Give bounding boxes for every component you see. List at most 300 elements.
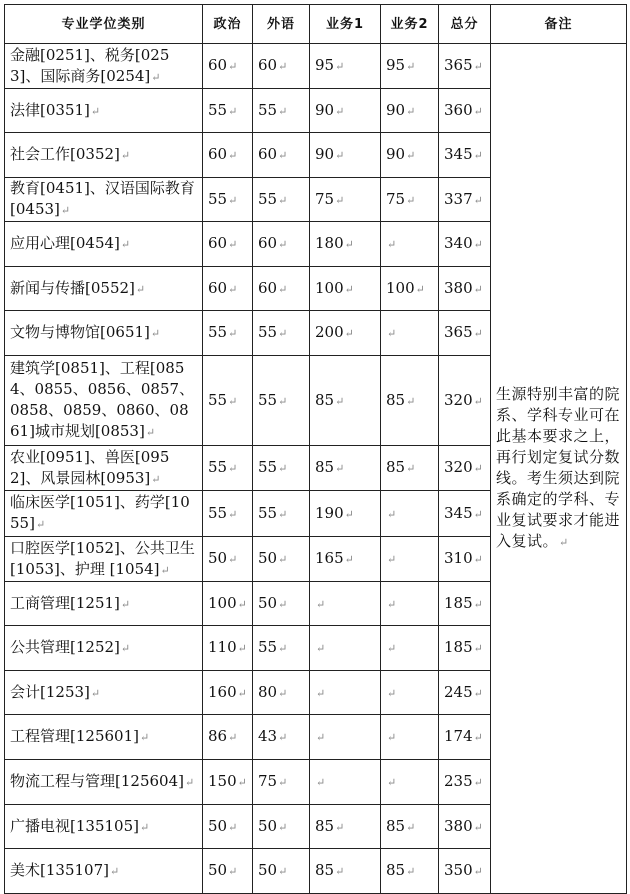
subject-2-score-cell [381, 805, 439, 849]
subject-1-score-cell [310, 446, 381, 491]
total-score-cell [439, 222, 491, 267]
paragraph-mark-icon: ↵ [151, 70, 161, 84]
foreign-language-score-text: 55 [258, 323, 278, 341]
politics-score-cell [203, 805, 253, 849]
paragraph-mark-icon: ↵ [473, 238, 483, 251]
major-cell [5, 44, 203, 89]
paragraph-mark-icon: ↵ [184, 776, 195, 789]
politics-score-cell [203, 446, 253, 491]
subject-1-score-cell [310, 805, 381, 849]
paragraph-mark-icon: ↵ [90, 104, 101, 118]
paragraph-mark-icon: ↵ [335, 149, 345, 162]
major-cell [5, 133, 203, 178]
header-row [5, 5, 627, 44]
paragraph-mark-icon: ↵ [237, 597, 247, 611]
politics-score-cell [203, 267, 253, 311]
subject-2-score-text: 90 [386, 100, 406, 119]
major-cell [5, 446, 203, 491]
paragraph-mark-icon: ↵ [278, 282, 288, 296]
foreign-language-score-cell [253, 267, 310, 311]
major-text: 建筑学[0851]、工程[0854、0855、0856、0857、0858、0859、0860、0861]城市规划[0853] [10, 359, 195, 440]
paragraph-mark-icon: ↵ [344, 553, 354, 566]
subject-1-score-text: 85 [315, 816, 335, 835]
subject-2-score-text: 85 [386, 816, 406, 835]
politics-score-cell [203, 537, 253, 582]
major-text: 工商管理[1251] [10, 593, 120, 612]
remarks-text: 生源特别丰富的院系、学科专业可在此基本要求之上，再行划定复试分数线。考生须达到院系确定的学科、专业复试要求才能进入复试。 [496, 385, 621, 550]
paragraph-mark-icon: ↵ [228, 731, 238, 744]
subject-1-score-text: 90 [315, 100, 335, 119]
paragraph-mark-icon: ↵ [344, 282, 354, 296]
paragraph-mark-icon: ↵ [278, 820, 288, 834]
paragraph-mark-icon: ↵ [387, 642, 397, 655]
politics-score-cell [203, 222, 253, 267]
politics-score-cell [203, 356, 253, 446]
total-score-text: 174 [444, 727, 473, 745]
foreign-language-score-text: 55 [258, 638, 278, 656]
subject-2-score-text: 90 [386, 145, 406, 163]
header-major: 专业学位类别 [5, 5, 203, 44]
total-score-cell [439, 671, 491, 715]
politics-score-cell [203, 133, 253, 178]
paragraph-mark-icon: ↵ [406, 104, 416, 118]
subject-1-score-cell [310, 89, 381, 133]
subject-2-score-cell [381, 446, 439, 491]
paragraph-mark-icon: ↵ [228, 553, 238, 566]
paragraph-mark-icon: ↵ [387, 238, 397, 251]
politics-score-cell [203, 582, 253, 626]
politics-score-cell [203, 44, 253, 89]
foreign-language-score-text: 55 [258, 100, 278, 119]
subject-1-score-cell [310, 133, 381, 178]
paragraph-mark-icon: ↵ [335, 394, 345, 408]
foreign-language-score-text: 60 [258, 56, 278, 74]
remarks-cell [491, 44, 627, 894]
subject-1-score-cell [310, 178, 381, 222]
subject-1-score-text: 95 [315, 56, 335, 74]
paragraph-mark-icon: ↵ [559, 536, 569, 549]
paragraph-mark-icon: ↵ [335, 865, 345, 878]
subject-1-score-text: 85 [315, 861, 335, 879]
paragraph-mark-icon: ↵ [139, 820, 150, 834]
paragraph-mark-icon: ↵ [60, 204, 71, 217]
subject-2-score-cell [381, 133, 439, 178]
total-score-cell [439, 849, 491, 894]
total-score-text: 185 [444, 593, 473, 612]
paragraph-mark-icon: ↵ [228, 507, 238, 521]
paragraph-mark-icon: ↵ [237, 686, 247, 700]
paragraph-mark-icon: ↵ [278, 731, 288, 744]
politics-score-text: 55 [208, 323, 228, 341]
politics-score-text: 50 [208, 816, 228, 835]
paragraph-mark-icon: ↵ [120, 597, 131, 611]
paragraph-mark-icon: ↵ [473, 865, 483, 878]
paragraph-mark-icon: ↵ [151, 472, 161, 486]
subject-1-score-cell [310, 671, 381, 715]
major-text: 工程管理[125601] [10, 727, 139, 745]
paragraph-mark-icon: ↵ [278, 507, 288, 521]
major-text: 物流工程与管理[125604] [10, 772, 184, 790]
paragraph-mark-icon: ↵ [237, 776, 247, 789]
paragraph-mark-icon: ↵ [90, 686, 101, 700]
paragraph-mark-icon: ↵ [473, 104, 483, 118]
subject-2-score-cell [381, 537, 439, 582]
foreign-language-score-text: 55 [258, 503, 278, 522]
subject-1-score-cell [310, 222, 381, 267]
total-score-text: 365 [444, 56, 473, 74]
total-score-cell [439, 715, 491, 760]
subject-1-score-text: 190 [315, 503, 344, 522]
paragraph-mark-icon: ↵ [406, 394, 416, 408]
major-text: 公共管理[1252] [10, 638, 120, 656]
paragraph-mark-icon: ↵ [278, 686, 288, 700]
subject-2-score-text: 100 [386, 278, 415, 297]
total-score-text: 185 [444, 638, 473, 656]
subject-2-score-text: 85 [386, 861, 406, 879]
major-text: 临床医学[1051]、药学[1055] [10, 493, 190, 532]
foreign-language-score-cell [253, 582, 310, 626]
subject-1-score-cell [310, 760, 381, 805]
paragraph-mark-icon: ↵ [387, 731, 397, 744]
politics-score-cell [203, 715, 253, 760]
paragraph-mark-icon: ↵ [473, 686, 483, 700]
paragraph-mark-icon: ↵ [228, 462, 238, 475]
total-score-cell [439, 267, 491, 311]
paragraph-mark-icon: ↵ [160, 563, 170, 577]
foreign-language-score-text: 50 [258, 861, 278, 879]
paragraph-mark-icon: ↵ [278, 865, 288, 878]
paragraph-mark-icon: ↵ [120, 238, 131, 251]
total-score-cell [439, 805, 491, 849]
paragraph-mark-icon: ↵ [415, 282, 425, 296]
paragraph-mark-icon: ↵ [228, 820, 238, 834]
politics-score-cell [203, 491, 253, 537]
subject-1-score-cell [310, 267, 381, 311]
paragraph-mark-icon: ↵ [228, 238, 238, 251]
paragraph-mark-icon: ↵ [35, 518, 46, 531]
paragraph-mark-icon: ↵ [406, 865, 416, 878]
major-cell [5, 582, 203, 626]
paragraph-mark-icon: ↵ [473, 327, 483, 340]
foreign-language-score-text: 60 [258, 145, 278, 163]
paragraph-mark-icon: ↵ [228, 149, 238, 162]
total-score-cell [439, 537, 491, 582]
paragraph-mark-icon: ↵ [150, 327, 161, 340]
paragraph-mark-icon: ↵ [120, 149, 131, 162]
total-score-text: 380 [444, 278, 473, 297]
major-cell [5, 760, 203, 805]
paragraph-mark-icon: ↵ [473, 462, 483, 475]
major-text: 新闻与传播[0552] [10, 278, 135, 297]
paragraph-mark-icon: ↵ [316, 597, 326, 611]
paragraph-mark-icon: ↵ [278, 104, 288, 118]
foreign-language-score-cell [253, 805, 310, 849]
table-row [5, 44, 627, 89]
header-politics: 政治 [203, 5, 253, 44]
major-cell [5, 222, 203, 267]
subject-1-score-text: 180 [315, 234, 344, 252]
paragraph-mark-icon: ↵ [228, 104, 238, 118]
paragraph-mark-icon: ↵ [406, 820, 416, 834]
foreign-language-score-cell [253, 311, 310, 356]
politics-score-text: 55 [208, 100, 228, 119]
paragraph-mark-icon: ↵ [335, 193, 345, 207]
subject-1-score-cell [310, 849, 381, 894]
table-body [5, 44, 627, 894]
foreign-language-score-text: 80 [258, 682, 278, 701]
politics-score-cell [203, 671, 253, 715]
total-score-cell [439, 760, 491, 805]
paragraph-mark-icon: ↵ [473, 507, 483, 521]
subject-2-score-cell [381, 671, 439, 715]
total-score-text: 337 [444, 189, 473, 208]
total-score-text: 245 [444, 682, 473, 701]
politics-score-text: 86 [208, 727, 228, 745]
total-score-cell [439, 582, 491, 626]
paragraph-mark-icon: ↵ [228, 282, 238, 296]
major-cell [5, 537, 203, 582]
politics-score-cell [203, 849, 253, 894]
paragraph-mark-icon: ↵ [406, 193, 416, 207]
paragraph-mark-icon: ↵ [335, 104, 345, 118]
subject-1-score-cell [310, 537, 381, 582]
total-score-text: 320 [444, 458, 473, 476]
politics-score-text: 55 [208, 390, 228, 409]
paragraph-mark-icon: ↵ [316, 731, 326, 744]
paragraph-mark-icon: ↵ [278, 642, 288, 655]
total-score-cell [439, 89, 491, 133]
paragraph-mark-icon: ↵ [473, 149, 483, 162]
politics-score-text: 60 [208, 278, 228, 297]
total-score-text: 310 [444, 549, 473, 567]
foreign-language-score-text: 55 [258, 189, 278, 208]
major-cell [5, 491, 203, 537]
paragraph-mark-icon: ↵ [278, 238, 288, 251]
paragraph-mark-icon: ↵ [278, 327, 288, 340]
major-cell [5, 805, 203, 849]
major-text: 广播电视[135105] [10, 816, 139, 835]
politics-score-text: 110 [208, 638, 237, 656]
subject-1-score-cell [310, 44, 381, 89]
subject-2-score-cell [381, 44, 439, 89]
paragraph-mark-icon: ↵ [335, 820, 345, 834]
total-score-text: 345 [444, 503, 473, 522]
paragraph-mark-icon: ↵ [316, 686, 326, 700]
paragraph-mark-icon: ↵ [406, 60, 416, 73]
header-remarks: 备注 [491, 5, 627, 44]
paragraph-mark-icon: ↵ [316, 642, 326, 655]
subject-2-score-cell [381, 491, 439, 537]
politics-score-text: 60 [208, 145, 228, 163]
politics-score-cell [203, 89, 253, 133]
subject-2-score-text: 95 [386, 56, 406, 74]
paragraph-mark-icon: ↵ [228, 60, 238, 73]
paragraph-mark-icon: ↵ [228, 193, 238, 207]
subject-2-score-text: 75 [386, 189, 406, 208]
subject-2-score-cell [381, 715, 439, 760]
paragraph-mark-icon: ↵ [109, 865, 120, 878]
foreign-language-score-text: 55 [258, 458, 278, 476]
foreign-language-score-text: 75 [258, 772, 278, 790]
paragraph-mark-icon: ↵ [406, 149, 416, 162]
header-foreign-language: 外语 [253, 5, 310, 44]
subject-1-score-cell [310, 311, 381, 356]
paragraph-mark-icon: ↵ [278, 149, 288, 162]
subject-2-score-cell [381, 89, 439, 133]
subject-2-score-cell [381, 311, 439, 356]
politics-score-text: 50 [208, 861, 228, 879]
politics-score-text: 55 [208, 503, 228, 522]
paragraph-mark-icon: ↵ [344, 507, 354, 521]
subject-1-score-cell [310, 491, 381, 537]
paragraph-mark-icon: ↵ [278, 597, 288, 611]
total-score-text: 380 [444, 816, 473, 835]
politics-score-text: 60 [208, 56, 228, 74]
paragraph-mark-icon: ↵ [237, 642, 247, 655]
paragraph-mark-icon: ↵ [278, 462, 288, 475]
politics-score-text: 160 [208, 682, 237, 701]
total-score-cell [439, 133, 491, 178]
paragraph-mark-icon: ↵ [278, 776, 288, 789]
subject-2-score-cell [381, 222, 439, 267]
politics-score-cell [203, 311, 253, 356]
paragraph-mark-icon: ↵ [228, 394, 238, 408]
paragraph-mark-icon: ↵ [278, 193, 288, 207]
paragraph-mark-icon: ↵ [473, 642, 483, 655]
paragraph-mark-icon: ↵ [473, 282, 483, 296]
foreign-language-score-cell [253, 89, 310, 133]
paragraph-mark-icon: ↵ [139, 731, 150, 744]
paragraph-mark-icon: ↵ [387, 597, 397, 611]
total-score-text: 340 [444, 234, 473, 252]
politics-score-text: 60 [208, 234, 228, 252]
paragraph-mark-icon: ↵ [344, 238, 354, 251]
major-text: 口腔医学[1052]、公共卫生 [1053]、护理 [1054] [10, 538, 195, 578]
foreign-language-score-text: 60 [258, 278, 278, 297]
major-text: 应用心理[0454] [10, 234, 120, 252]
foreign-language-score-text: 60 [258, 234, 278, 252]
foreign-language-score-text: 55 [258, 390, 278, 409]
foreign-language-score-cell [253, 671, 310, 715]
total-score-text: 365 [444, 323, 473, 341]
foreign-language-score-text: 50 [258, 816, 278, 835]
total-score-text: 350 [444, 861, 473, 879]
subject-2-score-cell [381, 582, 439, 626]
total-score-cell [439, 491, 491, 537]
paragraph-mark-icon: ↵ [473, 597, 483, 611]
major-cell [5, 715, 203, 760]
score-requirements-table [4, 4, 627, 894]
politics-score-text: 100 [208, 593, 237, 612]
subject-2-score-cell [381, 178, 439, 222]
foreign-language-score-cell [253, 446, 310, 491]
subject-2-score-cell [381, 760, 439, 805]
subject-1-score-cell [310, 582, 381, 626]
total-score-cell [439, 311, 491, 356]
foreign-language-score-cell [253, 44, 310, 89]
major-cell [5, 671, 203, 715]
foreign-language-score-text: 50 [258, 593, 278, 612]
major-text: 金融[0251]、税务[0253]、国际商务[0254] [10, 45, 170, 85]
total-score-cell [439, 178, 491, 222]
politics-score-cell [203, 760, 253, 805]
paragraph-mark-icon: ↵ [473, 731, 483, 744]
foreign-language-score-cell [253, 537, 310, 582]
subject-1-score-text: 100 [315, 278, 344, 297]
politics-score-cell [203, 178, 253, 222]
header-total: 总分 [439, 5, 491, 44]
foreign-language-score-cell [253, 178, 310, 222]
paragraph-mark-icon: ↵ [135, 282, 146, 296]
foreign-language-score-cell [253, 356, 310, 446]
total-score-cell [439, 356, 491, 446]
foreign-language-score-cell [253, 222, 310, 267]
subject-2-score-cell [381, 626, 439, 671]
major-text: 教育[0451]、汉语国际教育[0453] [10, 179, 195, 218]
subject-2-score-text: 85 [386, 390, 406, 409]
politics-score-text: 55 [208, 458, 228, 476]
major-cell [5, 89, 203, 133]
subject-1-score-text: 85 [315, 390, 335, 409]
politics-score-text: 50 [208, 549, 228, 567]
paragraph-mark-icon: ↵ [316, 776, 326, 789]
subject-1-score-text: 85 [315, 458, 335, 476]
subject-2-score-text: 85 [386, 458, 406, 476]
header-subject-1: 业务1 [310, 5, 381, 44]
paragraph-mark-icon: ↵ [335, 60, 345, 73]
subject-1-score-cell [310, 626, 381, 671]
paragraph-mark-icon: ↵ [387, 776, 397, 789]
paragraph-mark-icon: ↵ [473, 553, 483, 566]
subject-2-score-cell [381, 849, 439, 894]
major-text: 会计[1253] [10, 682, 90, 701]
foreign-language-score-text: 43 [258, 727, 278, 745]
subject-2-score-cell [381, 267, 439, 311]
paragraph-mark-icon: ↵ [473, 820, 483, 834]
major-text: 文物与博物馆[0651] [10, 323, 150, 341]
total-score-cell [439, 626, 491, 671]
foreign-language-score-text: 50 [258, 549, 278, 567]
foreign-language-score-cell [253, 715, 310, 760]
paragraph-mark-icon: ↵ [228, 865, 238, 878]
total-score-text: 345 [444, 145, 473, 163]
paragraph-mark-icon: ↵ [473, 776, 483, 789]
paragraph-mark-icon: ↵ [387, 686, 397, 700]
subject-1-score-text: 165 [315, 549, 344, 567]
paragraph-mark-icon: ↵ [406, 462, 416, 475]
subject-1-score-text: 200 [315, 323, 344, 341]
paragraph-mark-icon: ↵ [473, 394, 483, 408]
total-score-text: 320 [444, 390, 473, 409]
major-cell [5, 267, 203, 311]
subject-1-score-text: 90 [315, 145, 335, 163]
paragraph-mark-icon: ↵ [387, 553, 397, 566]
total-score-text: 360 [444, 100, 473, 119]
politics-score-text: 55 [208, 189, 228, 208]
paragraph-mark-icon: ↵ [387, 327, 397, 340]
subject-1-score-text: 75 [315, 189, 335, 208]
paragraph-mark-icon: ↵ [278, 553, 288, 566]
major-cell [5, 356, 203, 446]
paragraph-mark-icon: ↵ [145, 426, 156, 439]
major-cell [5, 311, 203, 356]
foreign-language-score-cell [253, 133, 310, 178]
total-score-cell [439, 44, 491, 89]
foreign-language-score-cell [253, 491, 310, 537]
foreign-language-score-cell [253, 626, 310, 671]
major-cell [5, 849, 203, 894]
major-text: 美术[135107] [10, 861, 109, 879]
